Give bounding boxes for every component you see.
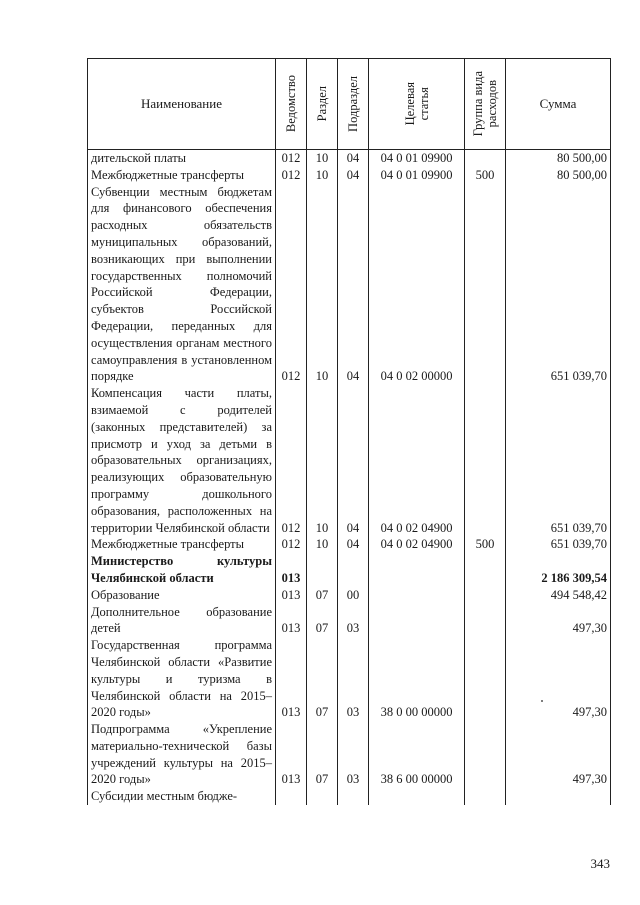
cell-section: 07 bbox=[307, 587, 338, 604]
cell-expense-group: 500 bbox=[465, 536, 506, 553]
table-row bbox=[88, 587, 611, 604]
cell-name: Межбюджетные трансферты bbox=[88, 167, 276, 184]
table-row bbox=[88, 184, 611, 386]
cell-name: Образование bbox=[88, 587, 276, 604]
header-section bbox=[307, 59, 338, 150]
cell-target-article bbox=[369, 587, 465, 604]
header-target-article-label: Целевая статья bbox=[402, 82, 431, 126]
cell-target-article: 38 0 00 00000 bbox=[369, 637, 465, 721]
cell-subsection: 04 bbox=[338, 184, 369, 386]
cell-department: 013 bbox=[276, 553, 307, 587]
cell-section bbox=[307, 553, 338, 587]
cell-subsection: 00 bbox=[338, 587, 369, 604]
cell-subsection bbox=[338, 553, 369, 587]
cell-department: 013 bbox=[276, 637, 307, 721]
cell-name: дительской платы bbox=[88, 150, 276, 167]
cell-department: 012 bbox=[276, 150, 307, 167]
cell-sum: 651 039,70 bbox=[506, 184, 611, 386]
cell-name: Министерство культуры Челябинской области bbox=[88, 553, 276, 587]
cell-name: Государственная программа Челябинской области «Развитие культуры и туризма в Челябинской области на 2015–2020 годы» bbox=[88, 637, 276, 721]
cell-subsection: 04 bbox=[338, 150, 369, 167]
table-row bbox=[88, 637, 611, 721]
cell-expense-group bbox=[465, 637, 506, 721]
budget-table bbox=[87, 58, 611, 805]
header-subsection bbox=[338, 59, 369, 150]
page-number: 343 bbox=[590, 856, 610, 871]
cell-sum: 497,30 bbox=[506, 637, 611, 721]
table-row bbox=[88, 167, 611, 184]
header-target-article bbox=[369, 59, 465, 150]
cell-subsection bbox=[338, 788, 369, 805]
cell-section: 10 bbox=[307, 150, 338, 167]
table-row bbox=[88, 788, 611, 805]
header-name: Наименование bbox=[88, 59, 276, 150]
cell-subsection: 03 bbox=[338, 637, 369, 721]
table-row bbox=[88, 553, 611, 587]
cell-section: 10 bbox=[307, 385, 338, 536]
table-body bbox=[88, 150, 611, 806]
cell-target-article: 04 0 02 04900 bbox=[369, 536, 465, 553]
cell-expense-group: 500 bbox=[465, 167, 506, 184]
cell-target-article: 04 0 01 09900 bbox=[369, 150, 465, 167]
scan-artifact bbox=[541, 700, 543, 702]
cell-target-article bbox=[369, 604, 465, 638]
header-expense-group bbox=[465, 59, 506, 150]
cell-name: Межбюджетные трансферты bbox=[88, 536, 276, 553]
cell-expense-group bbox=[465, 788, 506, 805]
cell-section: 07 bbox=[307, 637, 338, 721]
cell-expense-group bbox=[465, 385, 506, 536]
cell-name: Компенсация части платы, взимаемой с родителей (законных представителей) за присмотр и уход за детьми в образовательных организациях, реализующих образовательную программу дошкольного образования, расположенных на территории Челябинской области bbox=[88, 385, 276, 536]
header-subsection-label: Подраздел bbox=[346, 76, 360, 132]
cell-target-article: 38 6 00 00000 bbox=[369, 721, 465, 788]
cell-department: 013 bbox=[276, 604, 307, 638]
cell-target-article: 04 0 01 09900 bbox=[369, 167, 465, 184]
table-row bbox=[88, 536, 611, 553]
cell-expense-group bbox=[465, 604, 506, 638]
cell-subsection: 04 bbox=[338, 385, 369, 536]
cell-sum: 80 500,00 bbox=[506, 167, 611, 184]
table-row bbox=[88, 150, 611, 167]
cell-target-article bbox=[369, 553, 465, 587]
cell-sum bbox=[506, 788, 611, 805]
cell-department: 013 bbox=[276, 587, 307, 604]
cell-subsection: 04 bbox=[338, 536, 369, 553]
cell-sum: 651 039,70 bbox=[506, 385, 611, 536]
cell-department: 013 bbox=[276, 721, 307, 788]
cell-name: Субвенции местным бюджетам для финансового обеспечения расходных обязательств муниципальных образований, возникающих при выполнении государственных полномочий Российской Федерации, субъектов Российской Федерации, переданных для осуществления органам местного самоуправления в установленном порядке bbox=[88, 184, 276, 386]
table-row bbox=[88, 604, 611, 638]
cell-section: 10 bbox=[307, 167, 338, 184]
cell-name: Субсидии местным бюдже- bbox=[88, 788, 276, 805]
table-row bbox=[88, 385, 611, 536]
cell-expense-group bbox=[465, 721, 506, 788]
cell-section: 10 bbox=[307, 184, 338, 386]
cell-department: 012 bbox=[276, 184, 307, 386]
cell-sum: 497,30 bbox=[506, 721, 611, 788]
cell-sum: 80 500,00 bbox=[506, 150, 611, 167]
cell-sum: 651 039,70 bbox=[506, 536, 611, 553]
cell-section: 10 bbox=[307, 536, 338, 553]
cell-section: 07 bbox=[307, 721, 338, 788]
cell-target-article: 04 0 02 00000 bbox=[369, 184, 465, 386]
cell-subsection: 04 bbox=[338, 167, 369, 184]
cell-department: 012 bbox=[276, 385, 307, 536]
cell-sum: 497,30 bbox=[506, 604, 611, 638]
header-section-label: Раздел bbox=[315, 86, 329, 122]
cell-subsection: 03 bbox=[338, 604, 369, 638]
header-department bbox=[276, 59, 307, 150]
header-expense-group-label: Группа вида расходов bbox=[471, 71, 499, 137]
header-sum: Сумма bbox=[506, 59, 611, 150]
cell-name: Подпрограмма «Укрепление материально-технической базы учреждений культуры на 2015–2020 годы» bbox=[88, 721, 276, 788]
cell-sum: 494 548,42 bbox=[506, 587, 611, 604]
cell-section bbox=[307, 788, 338, 805]
cell-expense-group bbox=[465, 587, 506, 604]
cell-expense-group bbox=[465, 553, 506, 587]
cell-target-article: 04 0 02 04900 bbox=[369, 385, 465, 536]
cell-name: Дополнительное образование детей bbox=[88, 604, 276, 638]
cell-department bbox=[276, 788, 307, 805]
cell-expense-group bbox=[465, 150, 506, 167]
cell-sum: 2 186 309,54 bbox=[506, 553, 611, 587]
table-row bbox=[88, 721, 611, 788]
cell-subsection: 03 bbox=[338, 721, 369, 788]
cell-expense-group bbox=[465, 184, 506, 386]
header-row bbox=[88, 59, 611, 150]
cell-target-article bbox=[369, 788, 465, 805]
cell-department: 012 bbox=[276, 536, 307, 553]
cell-department: 012 bbox=[276, 167, 307, 184]
header-department-label: Ведомство bbox=[284, 75, 298, 133]
cell-section: 07 bbox=[307, 604, 338, 638]
